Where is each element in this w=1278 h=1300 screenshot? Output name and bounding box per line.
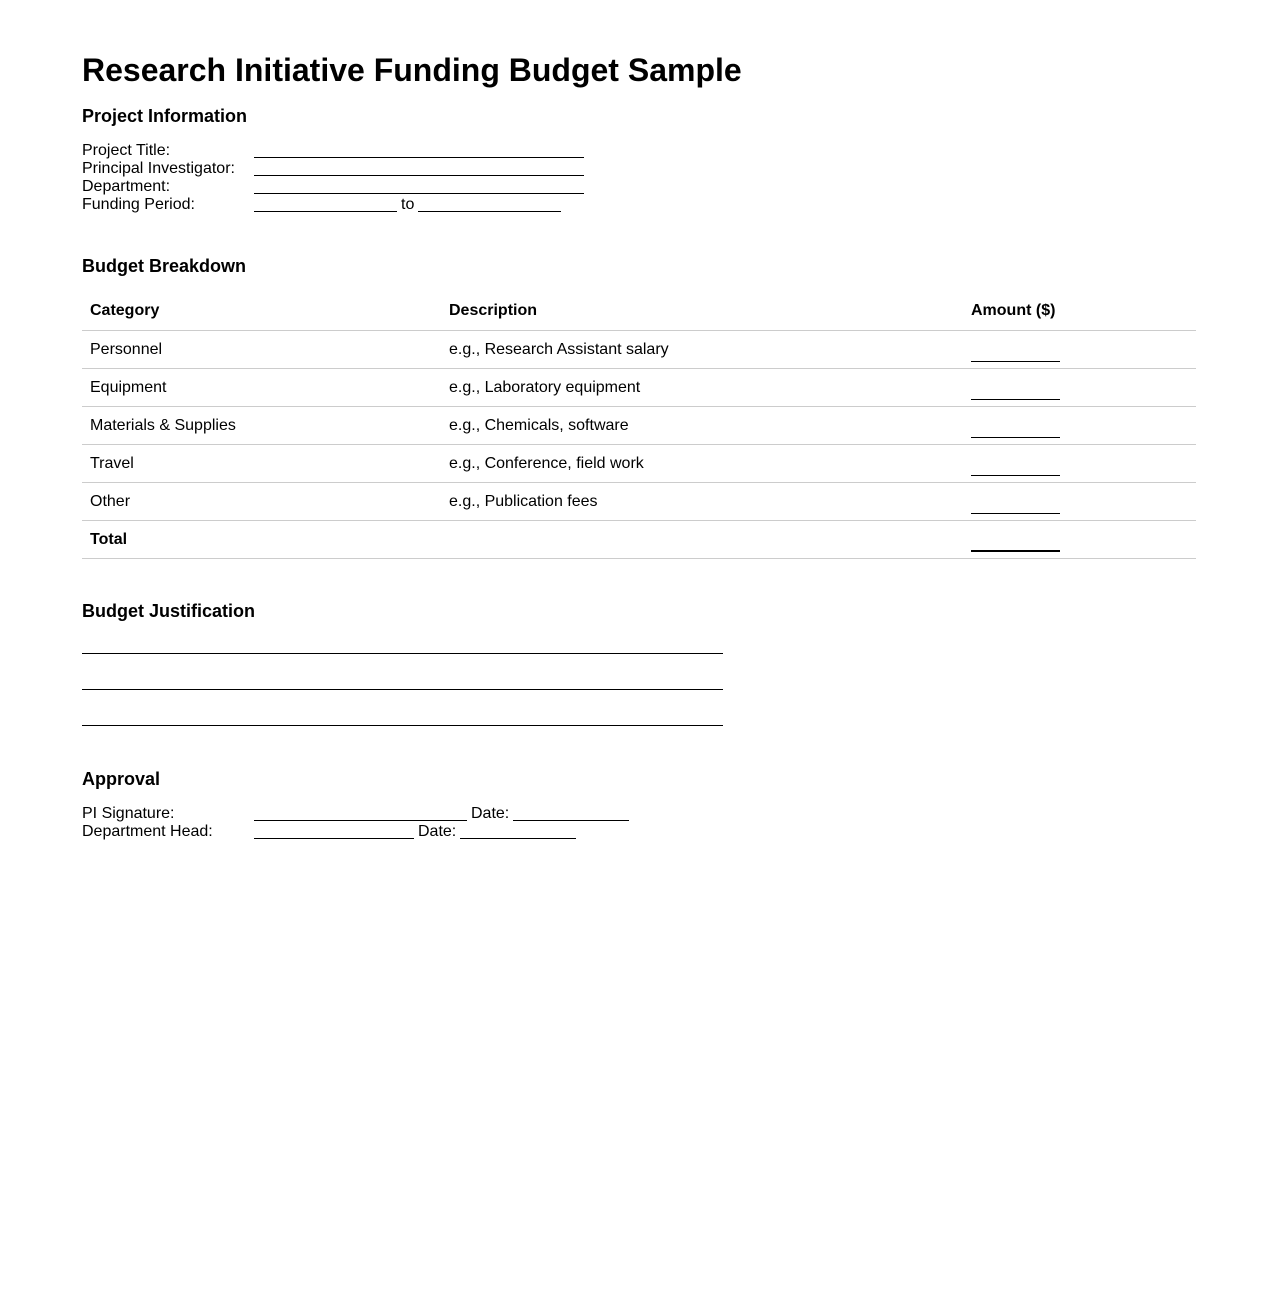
description-cell: e.g., Chemicals, software (441, 407, 963, 445)
table-row (82, 445, 1196, 483)
pi-signature-row (82, 805, 629, 823)
justification-line[interactable] (82, 653, 723, 654)
justification-line[interactable] (82, 689, 723, 690)
amount-field[interactable] (971, 421, 1060, 438)
department-head-signature-field[interactable] (254, 823, 414, 839)
project-title-label: Project Title: (82, 142, 171, 159)
principal-investigator-label: Principal Investigator: (82, 160, 235, 177)
amount-cell (963, 483, 1196, 521)
budget-table (82, 292, 1196, 559)
category-cell: Equipment (82, 369, 441, 407)
amount-field[interactable] (971, 383, 1060, 400)
project-title-row (82, 142, 584, 160)
budget-justification-heading: Budget Justification (82, 601, 256, 621)
table-header-row (82, 292, 1196, 331)
pi-signature-field[interactable] (254, 805, 467, 821)
department-head-date-field[interactable] (460, 823, 576, 839)
department-label: Department: (82, 178, 171, 195)
pi-signature-label: PI Signature: (82, 805, 175, 822)
page-title: Research Initiative Funding Budget Sample (82, 52, 742, 88)
justification-line[interactable] (82, 725, 723, 726)
budget-breakdown-heading: Budget Breakdown (82, 256, 247, 276)
amount-field[interactable] (971, 497, 1060, 514)
amount-cell (963, 369, 1196, 407)
department-head-row (82, 823, 629, 841)
amount-field[interactable] (971, 345, 1060, 362)
principal-investigator-field[interactable] (254, 160, 584, 176)
principal-investigator-row (82, 160, 584, 178)
department-head-date-label: Date: (418, 823, 457, 840)
total-description-cell (441, 521, 963, 559)
amount-field[interactable] (971, 459, 1060, 476)
pi-date-field[interactable] (513, 805, 629, 821)
funding-period-row (82, 196, 584, 214)
funding-period-end-field[interactable] (418, 196, 561, 212)
department-head-label: Department Head: (82, 823, 213, 840)
category-cell: Other (82, 483, 441, 521)
amount-cell (963, 445, 1196, 483)
project-information-fields (82, 142, 584, 214)
description-cell: e.g., Research Assistant salary (441, 331, 963, 369)
project-title-field[interactable] (254, 142, 584, 158)
amount-cell (963, 407, 1196, 445)
column-header-category: Category (82, 292, 441, 331)
table-row (82, 407, 1196, 445)
category-cell: Personnel (82, 331, 441, 369)
total-amount-cell (963, 521, 1196, 559)
department-row (82, 178, 584, 196)
total-amount-field[interactable] (971, 534, 1060, 552)
table-row (82, 369, 1196, 407)
project-information-heading: Project Information (82, 106, 248, 126)
description-cell: e.g., Conference, field work (441, 445, 963, 483)
table-row (82, 483, 1196, 521)
total-row (82, 521, 1196, 559)
category-cell: Travel (82, 445, 441, 483)
approval-fields (82, 805, 629, 841)
approval-heading: Approval (82, 769, 161, 789)
category-cell: Materials & Supplies (82, 407, 441, 445)
funding-period-label: Funding Period: (82, 196, 195, 213)
total-label: Total (82, 521, 441, 559)
column-header-amount: Amount ($) (963, 292, 1196, 331)
funding-period-separator: to (401, 196, 415, 213)
pi-date-label: Date: (471, 805, 510, 822)
table-row (82, 331, 1196, 369)
column-header-description: Description (441, 292, 963, 331)
amount-cell (963, 331, 1196, 369)
description-cell: e.g., Laboratory equipment (441, 369, 963, 407)
description-cell: e.g., Publication fees (441, 483, 963, 521)
department-field[interactable] (254, 178, 584, 194)
funding-period-start-field[interactable] (254, 196, 397, 212)
